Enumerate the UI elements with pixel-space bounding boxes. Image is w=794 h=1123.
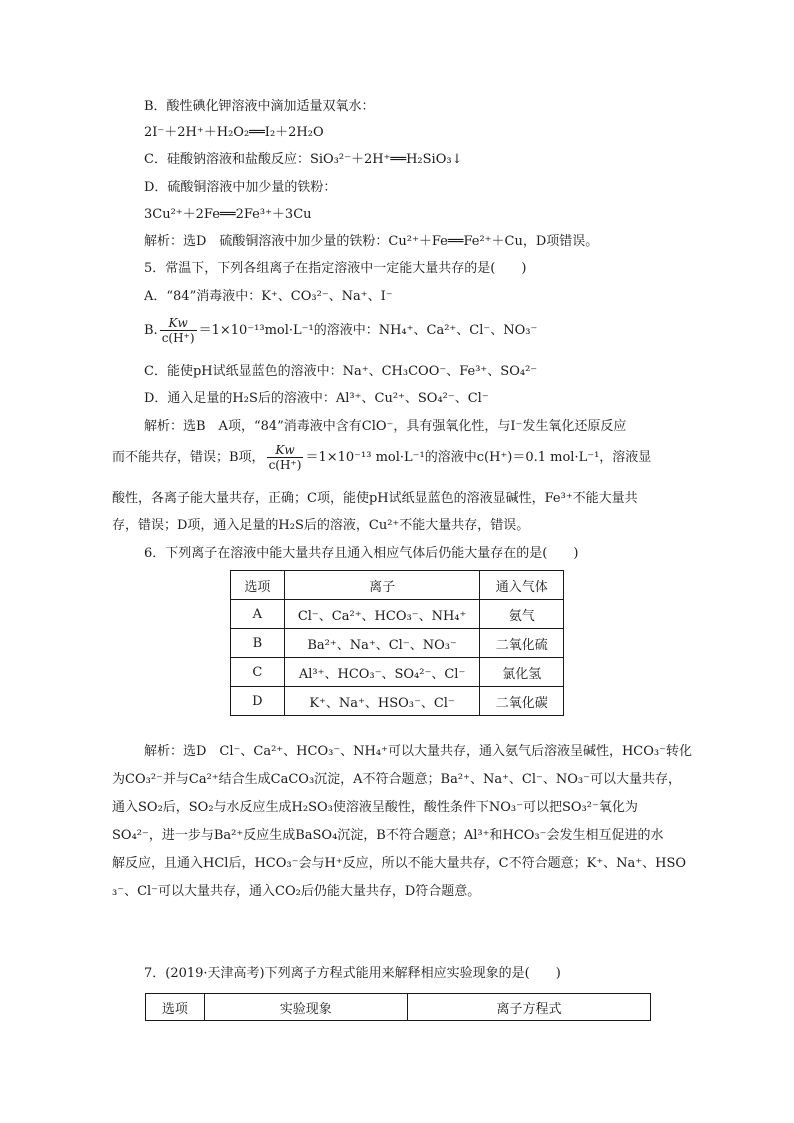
- kw-fraction-analysis: [267, 443, 304, 472]
- header-cell: 离子: [284, 571, 480, 600]
- q5-analysis-line-3: 酸性，各离子能大量共存，正确；C项，能使pH试纸显蓝色的溶液显碱性，Fe³⁺不能大量共: [112, 491, 638, 506]
- fraction-numerator: Kw: [267, 443, 304, 458]
- q6-analysis-line-6: ₃⁻、Cl⁻可以大量共存，通入CO₂后仍能大量共存，D符合题意。: [112, 884, 481, 899]
- q5-option-b: [144, 314, 537, 348]
- header-cell: 选项: [231, 571, 285, 600]
- table-cell: D: [231, 687, 285, 716]
- q5-option-a: A．“84”消毒液中：K⁺、CO₃²⁻、Na⁺、I⁻: [144, 289, 393, 304]
- q5-analysis-line-4: 存，错误；D项，通入足量的H₂S后的溶液，Cu²⁺不能大量共存，错误。: [112, 518, 530, 533]
- q5-analysis-2-prefix: 而不能共存，错误；B项，: [112, 450, 265, 465]
- table-row: [231, 687, 564, 716]
- q5-analysis-line-2: [112, 441, 651, 475]
- q7-stem: 7．(2019·天津高考)下列离子方程式能用来解释相应实验现象的是( ): [144, 966, 561, 981]
- q4-analysis: 解析：选D 硫酸铜溶液中加少量的铁粉：Cu²⁺＋Fe══Fe²⁺＋Cu，D项错误。: [144, 234, 599, 249]
- q6-table: [230, 570, 564, 716]
- table-cell: 氯化氢: [480, 658, 564, 687]
- header-cell: 离子方程式: [407, 994, 650, 1021]
- q5-analysis-2-suffix: ＝1×10⁻¹³ mol·L⁻¹的溶液中c(H⁺)＝0.1 mol·L⁻¹，溶液显: [305, 450, 652, 465]
- table-cell: Al³⁺、HCO₃⁻、SO₄²⁻、Cl⁻: [284, 658, 480, 687]
- table-cell: Cl⁻、Ca²⁺、HCO₃⁻、NH₄⁺: [284, 600, 480, 629]
- table-cell: Ba²⁺、Na⁺、Cl⁻、NO₃⁻: [284, 629, 480, 658]
- q5-option-d: D．通入足量的H₂S后的溶液中：Al³⁺、Cu²⁺、SO₄²⁻、Cl⁻: [144, 391, 489, 406]
- q4-option-d-label: D．硫酸铜溶液中加少量的铁粉：: [144, 180, 337, 195]
- q6-stem: 6．下列离子在溶液中能大量共存且通入相应气体后仍能大量存在的是( ): [144, 546, 579, 561]
- q4-option-c: C．硅酸钠溶液和盐酸反应：SiO₃²⁻＋2H⁺══H₂SiO₃↓: [144, 152, 463, 167]
- q4-option-b-equation: 2I⁻＋2H⁺＋H₂O₂══I₂＋2H₂O: [144, 125, 324, 140]
- header-cell: 实验现象: [204, 994, 407, 1021]
- fraction-numerator: Kw: [160, 316, 197, 331]
- q5-stem: 5．常温下，下列各组离子在指定溶液中一定能大量共存的是( ): [144, 261, 527, 276]
- q6-analysis-line-3: 通入SO₂后，SO₂与水反应生成H₂SO₃使溶液呈酸性，酸性条件下NO₃⁻可以把SO₃²⁻氧化为: [112, 800, 638, 815]
- table-row: [231, 629, 564, 658]
- kw-fraction: [160, 316, 197, 345]
- q6-analysis-line-4: SO₄²⁻，进一步与Ba²⁺反应生成BaSO₄沉淀，B不符合题意；Al³⁺和HCO₃⁻会发生相互促进的水: [112, 828, 664, 843]
- q4-option-b-label: B．酸性碘化钾溶液中滴加适量双氧水：: [144, 99, 375, 114]
- table-row: [231, 658, 564, 687]
- table-cell: 二氧化碳: [480, 687, 564, 716]
- table-cell: B: [231, 629, 285, 658]
- header-cell: 通入气体: [480, 571, 564, 600]
- q5-option-b-suffix: ＝1×10⁻¹³mol·L⁻¹的溶液中：NH₄⁺、Ca²⁺、Cl⁻、NO₃⁻: [198, 323, 538, 338]
- header-cell: 选项: [146, 994, 205, 1021]
- table-header-row: [146, 994, 651, 1021]
- table-row: [231, 600, 564, 629]
- table-cell: 氨气: [480, 600, 564, 629]
- fraction-denominator: c(H⁺): [268, 458, 302, 472]
- table-cell: K⁺、Na⁺、HSO₃⁻、Cl⁻: [284, 687, 480, 716]
- table-cell: 二氧化硫: [480, 629, 564, 658]
- q4-option-d-equation: 3Cu²⁺＋2Fe══2Fe³⁺＋3Cu: [144, 207, 312, 222]
- table-cell: A: [231, 600, 285, 629]
- table-cell: C: [231, 658, 285, 687]
- q6-analysis-line-1: 解析：选D Cl⁻、Ca²⁺、HCO₃⁻、NH₄⁺可以大量共存，通入氨气后溶液呈碱性，HCO₃⁻转化: [144, 744, 692, 759]
- q5-option-b-prefix: B.: [144, 323, 158, 338]
- fraction-denominator: c(H⁺): [161, 331, 195, 345]
- q7-table: [145, 993, 651, 1021]
- q5-option-c: C．能使pH试纸显蓝色的溶液中：Na⁺、CH₃COO⁻、Fe³⁺、SO₄²⁻: [144, 364, 538, 379]
- q5-analysis-line-1: 解析：选B A项，“84”消毒液中含有ClO⁻，具有强氧化性，与I⁻发生氧化还原反应: [144, 419, 627, 434]
- table-header-row: [231, 571, 564, 600]
- q6-analysis-line-2: 为CO₃²⁻并与Ca²⁺结合生成CaCO₃沉淀，A不符合题意；Ba²⁺、Na⁺、Cl⁻、NO₃⁻可以大量共存，: [112, 772, 681, 787]
- q6-analysis-line-5: 解反应，且通入HCl后，HCO₃⁻会与H⁺反应，所以不能大量共存，C不符合题意；K⁺、Na⁺、HSO: [112, 856, 687, 871]
